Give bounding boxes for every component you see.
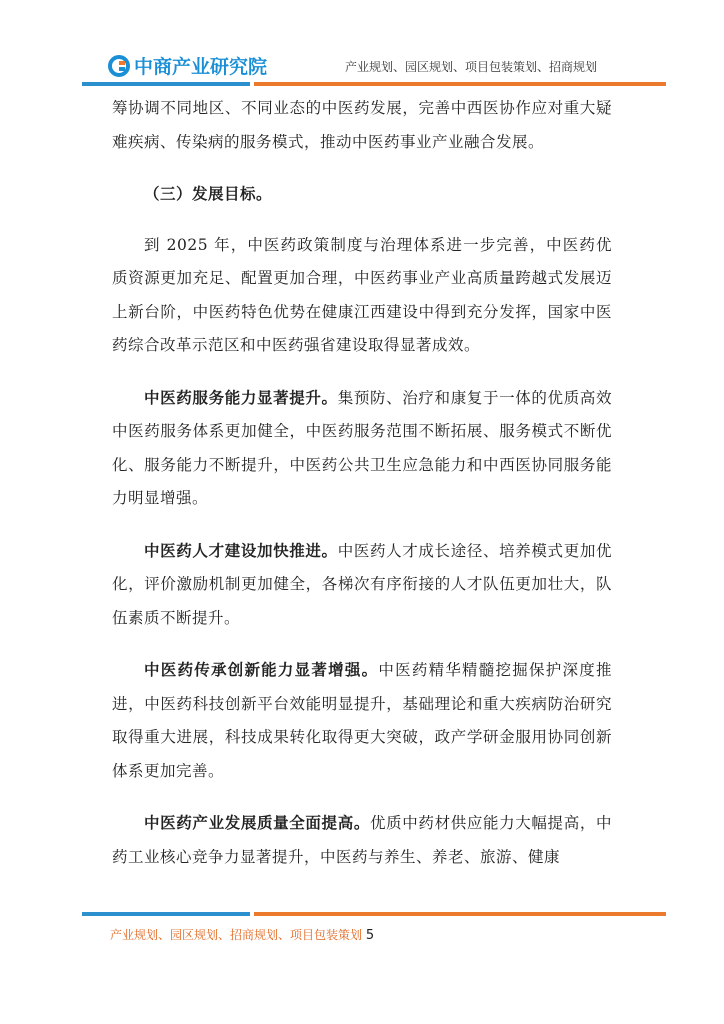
section-heading: （三）发展目标。 — [144, 184, 273, 203]
header-rule-blue — [82, 82, 250, 86]
footer-text: 产业规划、园区规划、招商规划、项目包装策划 — [110, 928, 363, 942]
header-rule-orange — [254, 82, 666, 86]
paragraph-text: 优质中药材供应能力大幅提高，中药工业核心竞争力显著提升，中医药与养生、养老、旅游、健康 — [112, 814, 612, 866]
paragraph-service-capacity — [112, 381, 612, 516]
continuation-paragraph: 筹协调不同地区、不同业态的中医药发展，完善中西医协作应对重大疑难疾病、传染病的服务模式，推动中医药事业产业融合发展。 — [112, 99, 612, 151]
footer-rule-orange — [254, 912, 666, 916]
paragraph-talent — [112, 534, 612, 636]
paragraph-text: 中医药人才成长途径、培养模式更加优化，评价激励机制更加健全，各梯次有序衔接的人才队伍更加壮大，队伍素质不断提升。 — [112, 541, 612, 627]
intro-paragraph: 到 2025 年，中医药政策制度与治理体系进一步完善，中医药优质资源更加充足、配置更加合理，中医药事业产业高质量跨越式发展迈上新台阶，中医药特色优势在健康江西建设中得到充分发挥，国家中医药综合改革示范区和中医药强省建设取得显著成效。 — [112, 235, 612, 354]
footer-rule-blue — [82, 912, 250, 916]
page-footer — [110, 926, 374, 943]
paragraph-lead: 中医药产业发展质量全面提高。 — [144, 813, 370, 832]
company-logo — [108, 52, 267, 79]
logo-icon — [108, 55, 130, 77]
paragraph-lead: 中医药传承创新能力显著增强。 — [144, 660, 379, 679]
document-body — [112, 92, 612, 874]
paragraph-text: 集预防、治疗和康复于一体的优质高效中医药服务体系更加健全，中医药服务范围不断拓展、服务模式不断优化、服务能力不断提升，中医药公共卫生应急能力和中西医协同服务能力明显增强。 — [112, 388, 612, 507]
header-tagline: 产业规划、园区规划、项目包装策划、招商规划 — [345, 60, 598, 74]
paragraph-innovation — [112, 653, 612, 788]
logo-text: 中商产业研究院 — [134, 56, 268, 78]
paragraph-industry — [112, 806, 612, 874]
paragraph-lead: 中医药服务能力显著提升。 — [144, 387, 338, 407]
page-number: 5 — [365, 928, 375, 943]
paragraph-lead: 中医药人才建设加快推进。 — [144, 540, 338, 560]
page-header — [0, 0, 724, 96]
paragraph-text: 中医药精华精髓挖掘保护深度推进，中医药科技创新平台效能明显提升，基础理论和重大疾病防治研究取得重大进展，科技成果转化取得更大突破，政产学研金服用协同创新体系更加完善。 — [112, 661, 612, 780]
